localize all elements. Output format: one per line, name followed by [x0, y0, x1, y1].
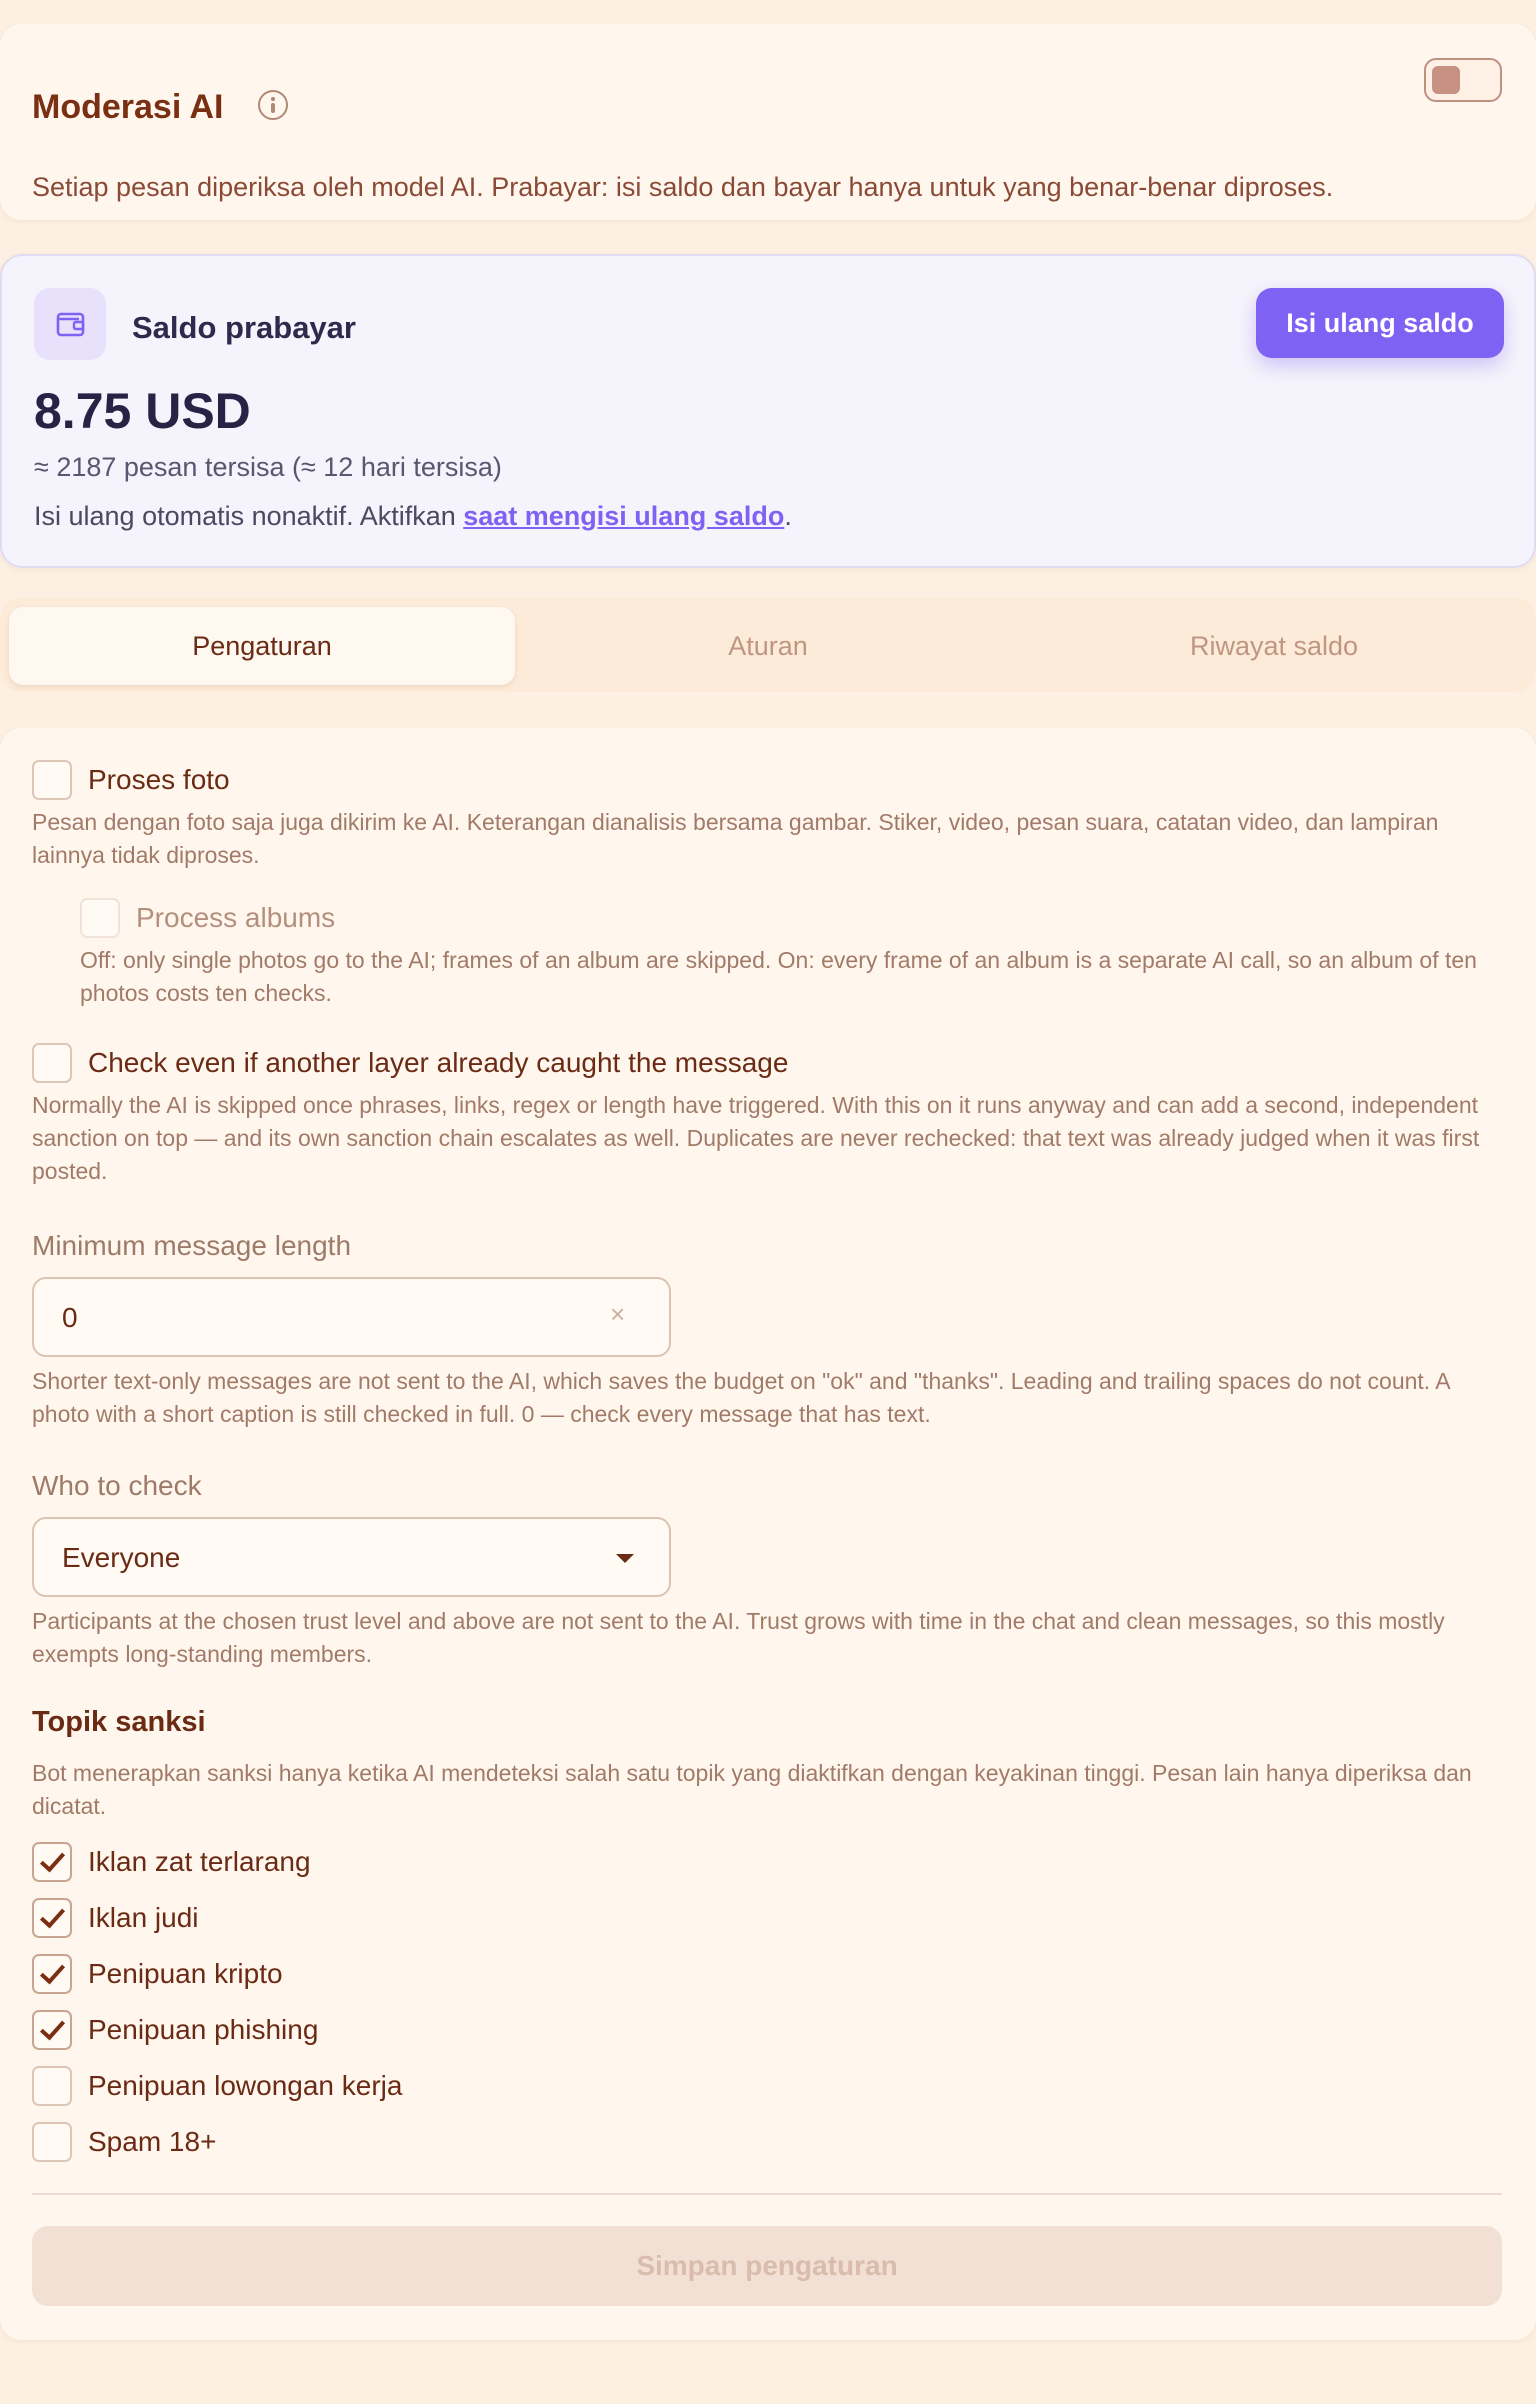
topup-button[interactable]: Isi ulang saldo — [1256, 288, 1504, 358]
process-albums-help: Off: only single photos go to the AI; frames of an album are skipped. On: every frame of an album is a separate AI call, so an album of ten photos costs ten checks. — [80, 947, 1477, 1006]
balance-card — [0, 254, 1536, 568]
toggle-knob — [1432, 66, 1460, 94]
balance-amount: 8.75 USD — [34, 383, 251, 439]
check-even-caught-label: Check even if another layer already caught the message — [88, 1047, 789, 1078]
topic-checkbox[interactable] — [32, 2122, 72, 2162]
check-even-caught-help: Normally the AI is skipped once phrases, links, regex or length have triggered. With this on it runs anyway and can add a second, independent sanction on top — and its own sanction chain escalates as well. Duplicates are never rechecked: that text was already judged when it was first posted. — [32, 1092, 1480, 1184]
settings-card — [0, 728, 1536, 2340]
info-icon[interactable] — [258, 90, 288, 120]
who-to-check-select[interactable] — [32, 1517, 671, 1597]
autotopup-link[interactable]: saat mengisi ulang saldo — [463, 501, 785, 531]
min-length-value: 0 — [62, 1302, 78, 1333]
process-albums-label: Process albums — [136, 902, 336, 933]
process-photos-help: Pesan dengan foto saja juga dikirim ke AI. Keterangan dianalisis bersama gambar. Stiker, video, pesan suara, catatan video, dan lampiran lainnya tidak diproses. — [32, 809, 1439, 868]
topic-checkbox[interactable] — [32, 2010, 72, 2050]
chevron-down-icon — [616, 1554, 634, 1563]
min-length-label: Minimum message length — [32, 1230, 352, 1261]
process-photos-checkbox[interactable] — [32, 760, 72, 800]
who-to-check-help: Participants at the chosen trust level and above are not sent to the AI. Trust grows with time in the chat and clean messages, so this mostly exempts long-standing members. — [32, 1608, 1445, 1667]
topic-checkbox[interactable] — [32, 1842, 72, 1882]
messages-left: ≈ 2187 pesan tersisa (≈ 12 hari tersisa) — [34, 452, 502, 482]
check-even-caught-checkbox[interactable] — [32, 1043, 72, 1083]
min-length-input[interactable] — [32, 1277, 671, 1357]
topic-label: Iklan judi — [88, 1902, 199, 1933]
who-to-check-label: Who to check — [32, 1470, 202, 1501]
tab-settings[interactable]: Pengaturan — [9, 607, 515, 685]
topic-checkbox[interactable] — [32, 1898, 72, 1938]
header-card — [0, 24, 1536, 220]
topics-title: Topik sanksi — [32, 1706, 206, 1738]
who-to-check-value: Everyone — [62, 1542, 181, 1573]
balance-label: Saldo prabayar — [132, 310, 356, 345]
tab-rules[interactable]: Aturan — [728, 630, 808, 661]
topics-help: Bot menerapkan sanksi hanya ketika AI mendeteksi salah satu topik yang diaktifkan dengan keyakinan tinggi. Pesan lain hanya diperiksa dan dicatat. — [32, 1760, 1472, 1819]
topic-checkbox[interactable] — [32, 2066, 72, 2106]
clear-icon[interactable]: × — [610, 1299, 626, 1329]
topic-label: Spam 18+ — [88, 2126, 217, 2157]
topic-label: Penipuan phishing — [88, 2014, 319, 2045]
tab-bar — [0, 598, 1536, 692]
autotopup-suffix: . — [784, 501, 792, 531]
save-button[interactable]: Simpan pengaturan — [32, 2226, 1502, 2306]
topic-label: Penipuan lowongan kerja — [88, 2070, 403, 2101]
wallet-icon — [34, 288, 106, 360]
tab-balance-history[interactable]: Riwayat saldo — [1189, 630, 1359, 661]
topic-label: Penipuan kripto — [88, 1958, 283, 1989]
page-title: Moderasi AI — [32, 88, 224, 126]
topic-checkbox[interactable] — [32, 1954, 72, 1994]
header-description: Setiap pesan diperiksa oleh model AI. Prabayar: isi saldo dan bayar hanya untuk yang benar-benar diproses. — [32, 172, 1334, 202]
autotopup-note — [34, 501, 792, 532]
enable-toggle[interactable] — [1424, 58, 1502, 102]
topic-label: Iklan zat terlarang — [88, 1846, 311, 1877]
min-length-help: Shorter text-only messages are not sent to the AI, which saves the budget on "ok" and "thanks". Leading and trailing spaces do not count. A photo with a short caption is still checked in full. 0 — check every message that has text. — [32, 1368, 1450, 1427]
divider — [32, 2193, 1502, 2195]
process-photos-label: Proses foto — [88, 764, 230, 795]
process-albums-checkbox[interactable] — [80, 898, 120, 938]
autotopup-prefix: Isi ulang otomatis nonaktif. Aktifkan — [34, 501, 464, 531]
